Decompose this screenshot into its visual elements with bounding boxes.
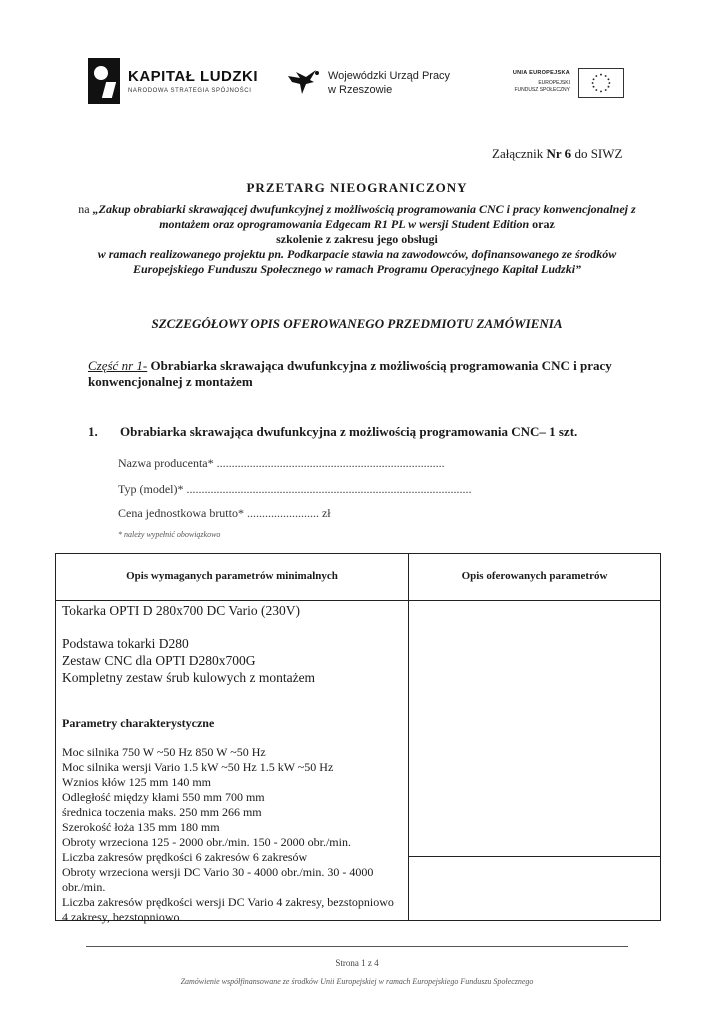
description-part3: w ramach realizowanego projektu pn. Podkarpacie stawia na zawodowców, dofinansowanego ze środków Europejskiego Funduszu Społecznego w ramach Programu Operacyjnego Kapitał Ludzki” [97,247,617,276]
table-row-divider [408,856,660,857]
kapital-ludzki-subtitle: NARODOWA STRATEGIA SPÓJNOŚCI [128,88,252,94]
item-heading [88,424,577,440]
component-item: Kompletny zestaw śrub kulowych z montażem [62,670,316,685]
table-column-divider [408,554,409,920]
parameter-item: Odległość między kłami 550 mm 700 mm [62,790,265,804]
part-label: Część nr 1- [88,358,148,373]
description-part2: szkolenie z zakresu jego obsługi [276,232,438,246]
model-field[interactable]: Typ (model)* ............................................................................................... [118,482,472,496]
wup-line1: Wojewódzki Urząd Pracy [328,70,451,82]
footer-divider [86,946,628,947]
wup-bird-icon [286,68,320,96]
specification-table [55,553,661,924]
table-header-offered: Opis oferowanych parametrów [461,570,608,582]
kapital-ludzki-title: KAPITAŁ LUDZKI [128,68,259,85]
table-header-required: Opis wymaganych parametrów minimalnych [126,570,338,582]
ue-line3: FUNDUSZ SPOŁECZNY [514,87,570,93]
required-parameters-cell [62,602,402,925]
footer-note: Zamówienie współfinansowane ze środków Unii Europejskiej w ramach Europejskiego Funduszu Społecznego [180,977,534,986]
section-subtitle: SZCZEGÓŁOWY OPIS OFEROWANEGO PRZEDMIOTU ZAMÓWIENIA [151,316,563,331]
ue-line1: UNIA EUROPEJSKA [512,70,570,76]
ue-line2: EUROPEJSKI [538,80,570,86]
ue-logo [502,66,624,100]
parameter-item: średnica toczenia maks. 250 mm 266 mm [62,805,262,819]
description-na: na [78,202,90,216]
item-text: Obrabiarka skrawająca dwufunkcyjna z możliwością programowania CNC– 1 szt. [120,424,578,439]
part-text: Obrabiarka skrawająca dwufunkcyjna z możliwością programowania CNC i pracy konwencjonalnej z montażem [88,358,612,389]
tender-description [70,202,644,277]
required-note: * należy wypełnić obowiązkowo [118,530,221,539]
page-number: Strona 1 z 4 [335,958,379,968]
parameter-item: Wznios kłów 125 mm 140 mm [62,775,211,789]
description-part1: „Zakup obrabiarki skrawającej dwufunkcyjnej z możliwością programowania CNC i pracy konwencjonalnej z montażem oraz oprogramowania Edgecam R1 PL w wersji Student Edition [92,202,636,231]
parameter-item: Obroty wrzeciona wersji DC Vario 30 - 4000 obr./min. 30 - 4000 obr./min. [62,865,374,894]
attachment-number: Nr 6 [546,146,572,161]
parameter-item: Szerokość łoża 135 mm 180 mm [62,820,220,834]
component-item: Zestaw CNC dla OPTI D280x700G [62,653,256,668]
parameter-item: Moc silnika 750 W ~50 Hz 850 W ~50 Hz [62,745,266,759]
attachment-prefix: Załącznik [492,146,544,161]
part-heading [88,358,648,390]
parameter-item: Moc silnika wersji Vario 1.5 kW ~50 Hz 1.5 kW ~50 Hz [62,760,334,774]
document-title: PRZETARG NIEOGRANICZONY [246,180,468,195]
attachment-label [492,146,622,162]
price-field[interactable]: Cena jednostkowa brutto* ........................ zł [118,506,331,520]
component-item: Podstawa tokarki D280 [62,636,189,651]
eu-flag-icon [578,68,624,98]
product-name: Tokarka OPTI D 280x700 DC Vario (230V) [62,603,301,618]
parameter-item: Liczba zakresów prędkości 6 zakresów 6 zakresów [62,850,308,864]
wup-logo [286,66,466,98]
producer-field[interactable]: Nazwa producenta* ............................................................................ [118,456,445,470]
parameter-item: Obroty wrzeciona 125 - 2000 obr./min. 150 - 2000 obr./min. [62,835,351,849]
table-header-divider [56,600,660,601]
item-number: 1. [88,424,98,439]
description-oraz: oraz [532,217,555,231]
attachment-suffix: do SIWZ [574,146,623,161]
parameters-header: Parametry charakterystyczne [62,716,215,730]
kapital-ludzki-logo [88,58,278,104]
parameter-item: Liczba zakresów prędkości wersji DC Vario 4 zakresy, bezstopniowo 4 zakresy, bezstopniowo [62,895,394,924]
kapital-ludzki-emblem-icon [88,58,120,104]
wup-line2: w Rzeszowie [328,84,393,96]
